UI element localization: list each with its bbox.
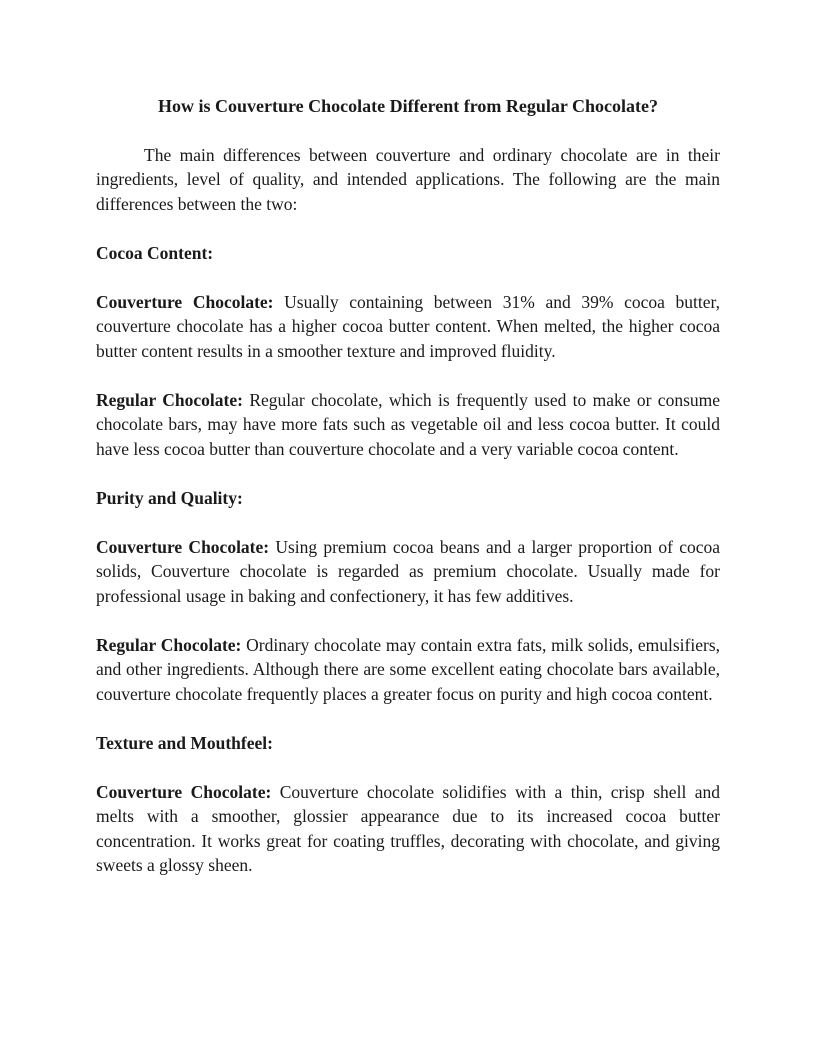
paragraph-text: Using premium cocoa beans and a larger proportion of cocoa solids, Couverture chocolate is regarded as premium chocolate. Usually made for professional usage in baking and confectionery, it has few additives. xyxy=(96,536,721,606)
term-label: Couverture Chocolate: xyxy=(96,536,270,557)
paragraph-purity-couverture xyxy=(96,535,720,609)
term-label: Regular Chocolate: xyxy=(96,634,242,655)
paragraph-purity-regular xyxy=(96,633,720,707)
paragraph-texture-couverture xyxy=(96,780,720,878)
document-title: How is Couverture Chocolate Different from Regular Chocolate? xyxy=(157,96,659,116)
term-label: Couverture Chocolate: xyxy=(96,781,272,802)
paragraph-text: Regular chocolate, which is frequently used to make or consume chocolate bars, may have more fats such as vegetable oil and less cocoa butter. It could have less cocoa butter than couverture chocolate and a very variable cocoa content. xyxy=(96,389,721,459)
paragraph-text: Ordinary chocolate may contain extra fats, milk solids, emulsifiers, and other ingredients. Although there are some excellent eating chocolate bars available, couverture chocolate frequently places a greater focus on purity and high cocoa content. xyxy=(96,634,720,704)
term-label: Regular Chocolate: xyxy=(96,389,243,410)
document-page xyxy=(96,94,720,902)
section-heading-texture-mouthfeel: Texture and Mouthfeel: xyxy=(96,732,273,753)
term-label: Couverture Chocolate: xyxy=(96,291,274,312)
paragraph-cocoa-couverture xyxy=(96,290,720,364)
paragraph-text: Couverture chocolate solidifies with a thin, crisp shell and melts with a smoother, glossier appearance due to its increased cocoa butter concentration. It works great for coating truffles, decorating with chocolate, and giving sweets a glossy sheen. xyxy=(96,781,721,875)
intro-paragraph: The main differences between couverture and ordinary chocolate are in their ingredients, level of quality, and intended applications. The following are the main differences between the two: xyxy=(96,144,720,214)
paragraph-text: Usually containing between 31% and 39% cocoa butter, couverture chocolate has a higher cocoa butter content. When melted, the higher cocoa butter content results in a smoother texture and improved fluidity. xyxy=(96,291,721,361)
section-heading-purity-quality: Purity and Quality: xyxy=(96,487,243,508)
section-heading-cocoa-content: Cocoa Content: xyxy=(96,242,214,263)
paragraph-cocoa-regular xyxy=(96,388,720,462)
